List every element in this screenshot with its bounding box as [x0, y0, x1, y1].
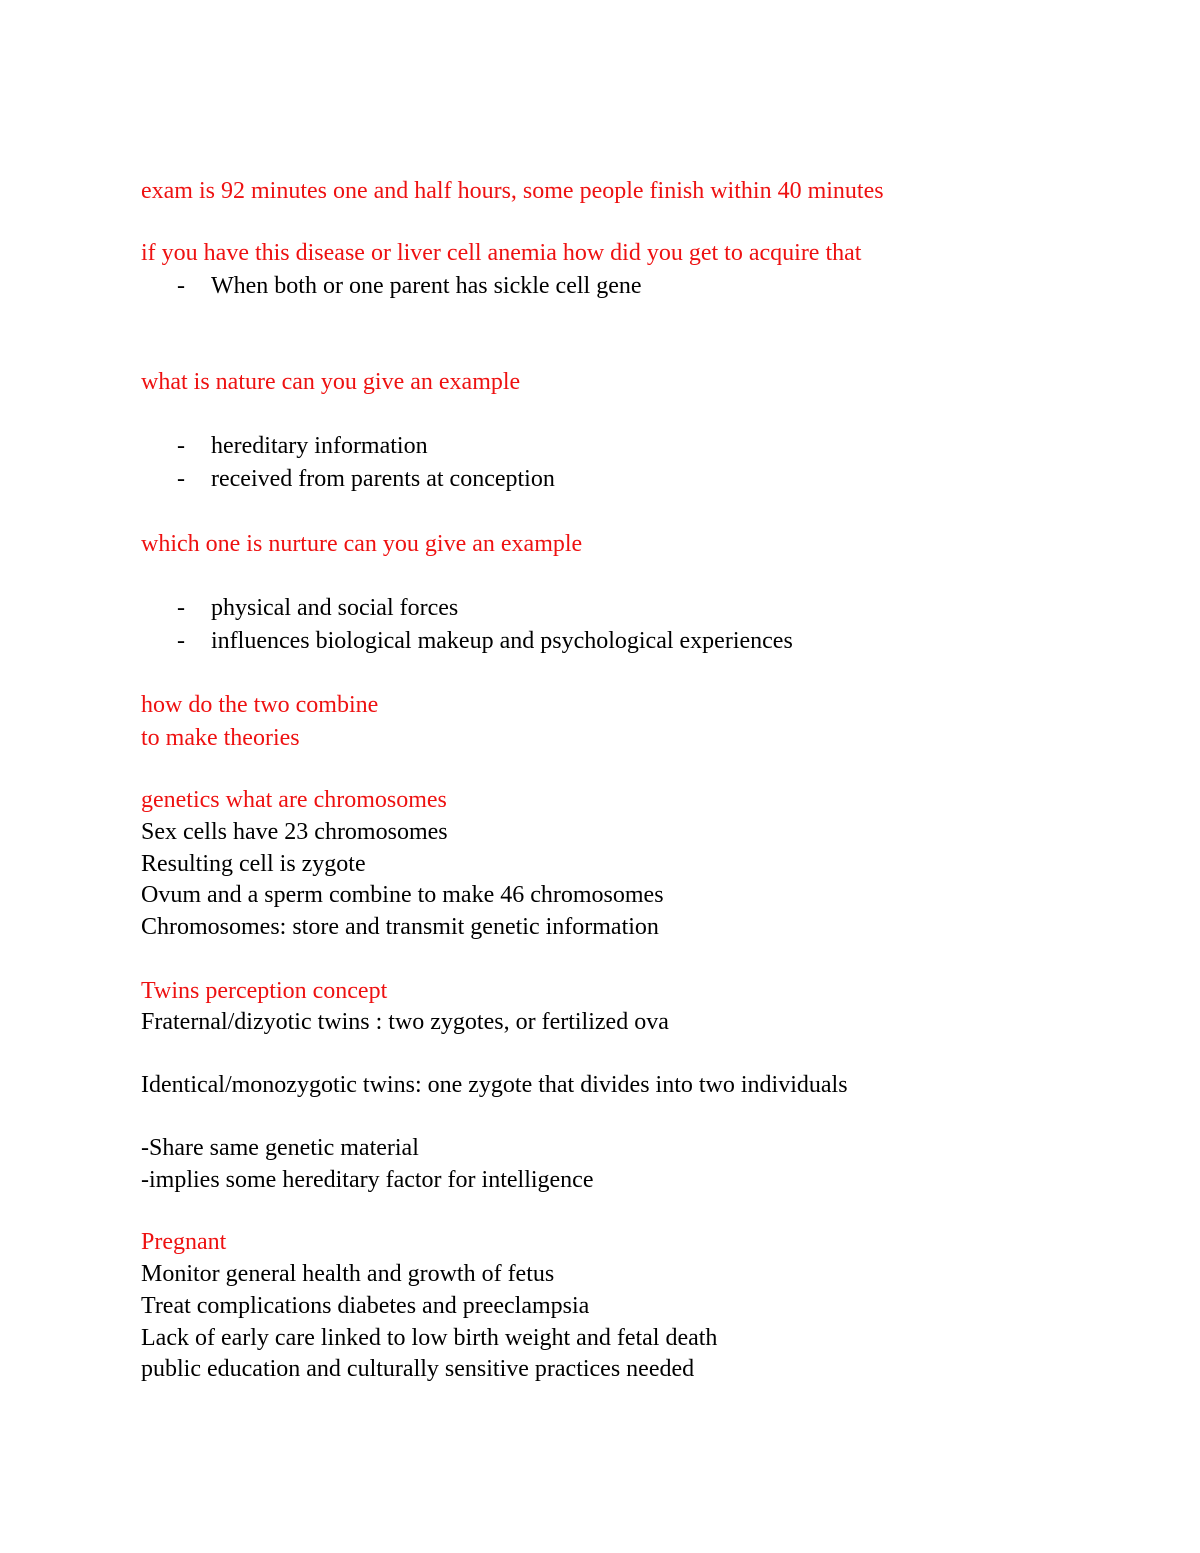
- disease-heading: if you have this disease or liver cell anemia how did you get to acquire that: [141, 240, 862, 266]
- bullet-text: hereditary information: [211, 433, 428, 459]
- bullet-text: received from parents at conception: [211, 466, 555, 492]
- twins-note: -implies some hereditary factor for intelligence: [141, 1167, 594, 1193]
- bullet-text: When both or one parent has sickle cell gene: [211, 273, 642, 299]
- genetics-line: Chromosomes: store and transmit genetic information: [141, 914, 659, 940]
- pregnant-line: public education and culturally sensitive practices needed: [141, 1356, 695, 1382]
- twins-heading: Twins perception concept: [141, 978, 388, 1004]
- nurture-heading: which one is nurture can you give an example: [141, 531, 583, 557]
- bullet-dash: -: [177, 628, 185, 654]
- pregnant-line: Treat complications diabetes and preeclampsia: [141, 1293, 590, 1319]
- genetics-line: Resulting cell is zygote: [141, 851, 366, 877]
- pregnant-line: Monitor general health and growth of fetus: [141, 1261, 555, 1287]
- combine-heading-line: how do the two combine: [141, 692, 379, 718]
- genetics-line: Ovum and a sperm combine to make 46 chromosomes: [141, 882, 664, 908]
- nature-heading: what is nature can you give an example: [141, 369, 521, 395]
- exam-heading: exam is 92 minutes one and half hours, some people finish within 40 minutes: [141, 178, 884, 204]
- bullet-dash: -: [177, 433, 185, 459]
- bullet-dash: -: [177, 273, 185, 299]
- genetics-line: Sex cells have 23 chromosomes: [141, 819, 448, 845]
- twins-note: -Share same genetic material: [141, 1135, 419, 1161]
- pregnant-line: Lack of early care linked to low birth weight and fetal death: [141, 1325, 718, 1351]
- combine-heading-line: to make theories: [141, 725, 300, 751]
- identical-twins-line: Identical/monozygotic twins: one zygote that divides into two individuals: [141, 1072, 848, 1098]
- pregnant-heading: Pregnant: [141, 1229, 227, 1255]
- bullet-text: influences biological makeup and psychological experiences: [211, 628, 793, 654]
- fraternal-twins-line: Fraternal/dizyotic twins : two zygotes, or fertilized ova: [141, 1009, 669, 1035]
- bullet-dash: -: [177, 595, 185, 621]
- bullet-text: physical and social forces: [211, 595, 459, 621]
- genetics-heading: genetics what are chromosomes: [141, 787, 447, 813]
- bullet-dash: -: [177, 466, 185, 492]
